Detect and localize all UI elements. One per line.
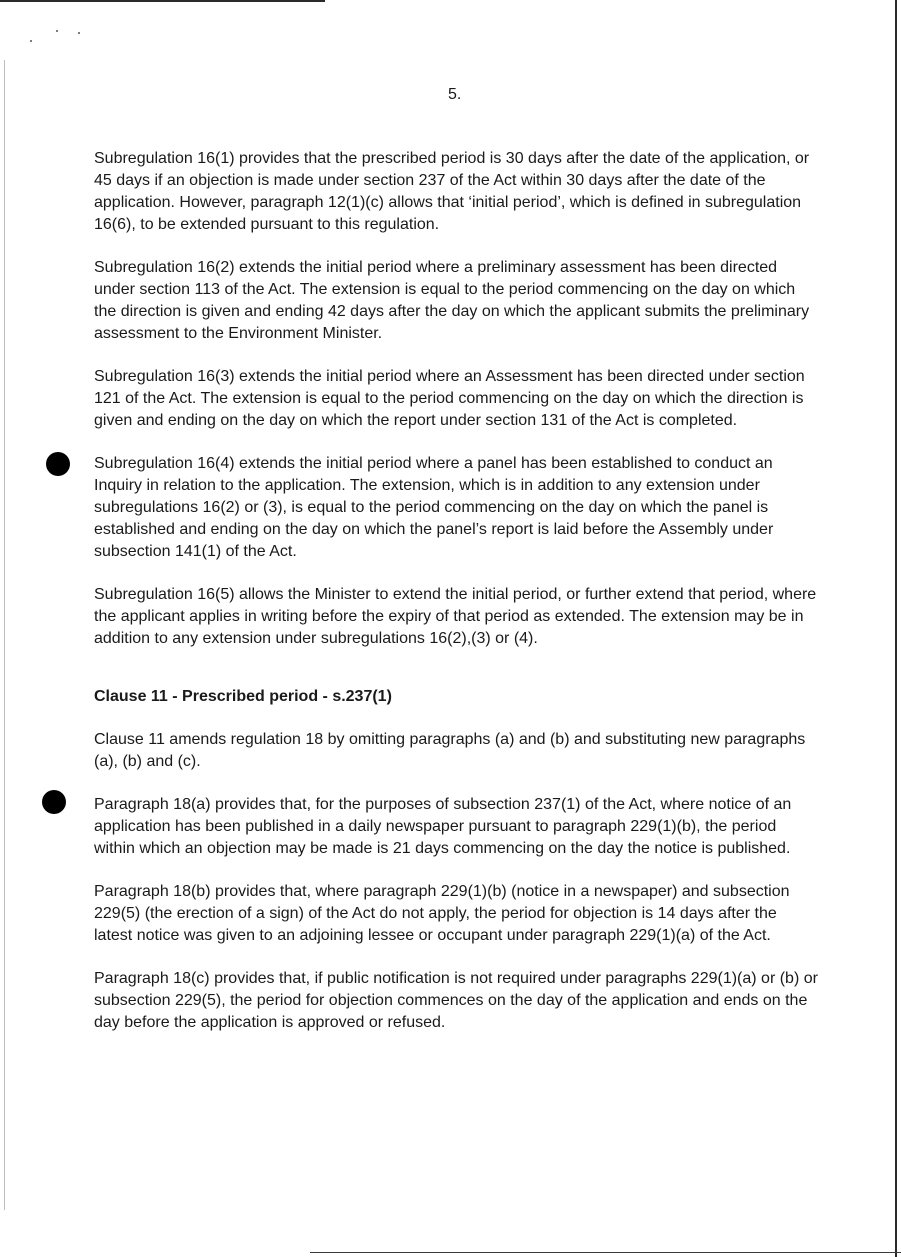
- scan-edge-bottom: [310, 1252, 901, 1253]
- paragraph: Subregulation 16(2) extends the initial period where a preliminary assessment has been directed under section 113 of the Act. The extension is equal to the period commencing on the day on which the direction is given and ending 42 days after the day on which the applicant submits the preliminary assessment to the Environment Minister.: [94, 259, 810, 342]
- scan-speck: [30, 40, 32, 42]
- paragraph: Paragraph 18(b) provides that, where paragraph 229(1)(b) (notice in a newspaper) and subsection 229(5) (the erection of a sign) of the Act do not apply, the period for objection is 14 days after the latest notice was given to an adjoining lessee or occupant under paragraph 229(1)(a) of the Act.: [94, 883, 790, 944]
- paragraph: Subregulation 16(4) extends the initial period where a panel has been established to conduct an Inquiry in relation to the application. The extension, which is in addition to any extension under subregulations 16(2) or (3), is equal to the period commencing on the day on which the panel is established and ending on the day on which the panel’s report is laid before the Assembly under subsection 141(1) of the Act.: [94, 455, 774, 560]
- paragraph: Subregulation 16(1) provides that the prescribed period is 30 days after the date of the application, or 45 days if an objection is made under section 237 of the Act within 30 days after the date of the application. However, paragraph 12(1)(c) allows that ‘initial period’, which is defined in subregulation 16(6), to be extended pursuant to this regulation.: [94, 150, 810, 233]
- paragraph: Subregulation 16(3) extends the initial period where an Assessment has been directed under section 121 of the Act. The extension is equal to the period commencing on the day on which the direction is given and ending on the day on which the report under section 131 of the Act is completed.: [94, 368, 805, 429]
- scan-speck: [78, 32, 80, 34]
- paragraph: Paragraph 18(c) provides that, if public notification is not required under paragraphs 229(1)(a) or (b) or subsection 229(5), the period for objection commences on the day of the application and ends on the day before the application is approved or refused.: [94, 970, 818, 1031]
- paragraph: Clause 11 amends regulation 18 by omitting paragraphs (a) and (b) and substituting new paragraphs (a), (b) and (c).: [94, 731, 806, 770]
- clause-heading: Clause 11 - Prescribed period - s.237(1): [94, 688, 392, 705]
- scan-edge-right: [895, 0, 897, 1257]
- scan-speck: [56, 30, 58, 32]
- punch-hole: [46, 452, 70, 476]
- paragraph: Paragraph 18(a) provides that, for the purposes of subsection 237(1) of the Act, where notice of an application has been published in a daily newspaper pursuant to paragraph 229(1)(b), the period within which an objection may be made is 21 days commencing on the day the notice is published.: [94, 796, 792, 857]
- document-body: [94, 148, 818, 1055]
- page-number: 5.: [448, 86, 462, 103]
- scan-edge-top: [0, 0, 325, 2]
- scan-edge-left: [4, 60, 5, 1210]
- paragraph: Subregulation 16(5) allows the Minister to extend the initial period, or further extend that period, where the applicant applies in writing before the expiry of that period as extended. The extension may be in addition to any extension under subregulations 16(2),(3) or (4).: [94, 586, 817, 647]
- punch-hole: [42, 790, 66, 814]
